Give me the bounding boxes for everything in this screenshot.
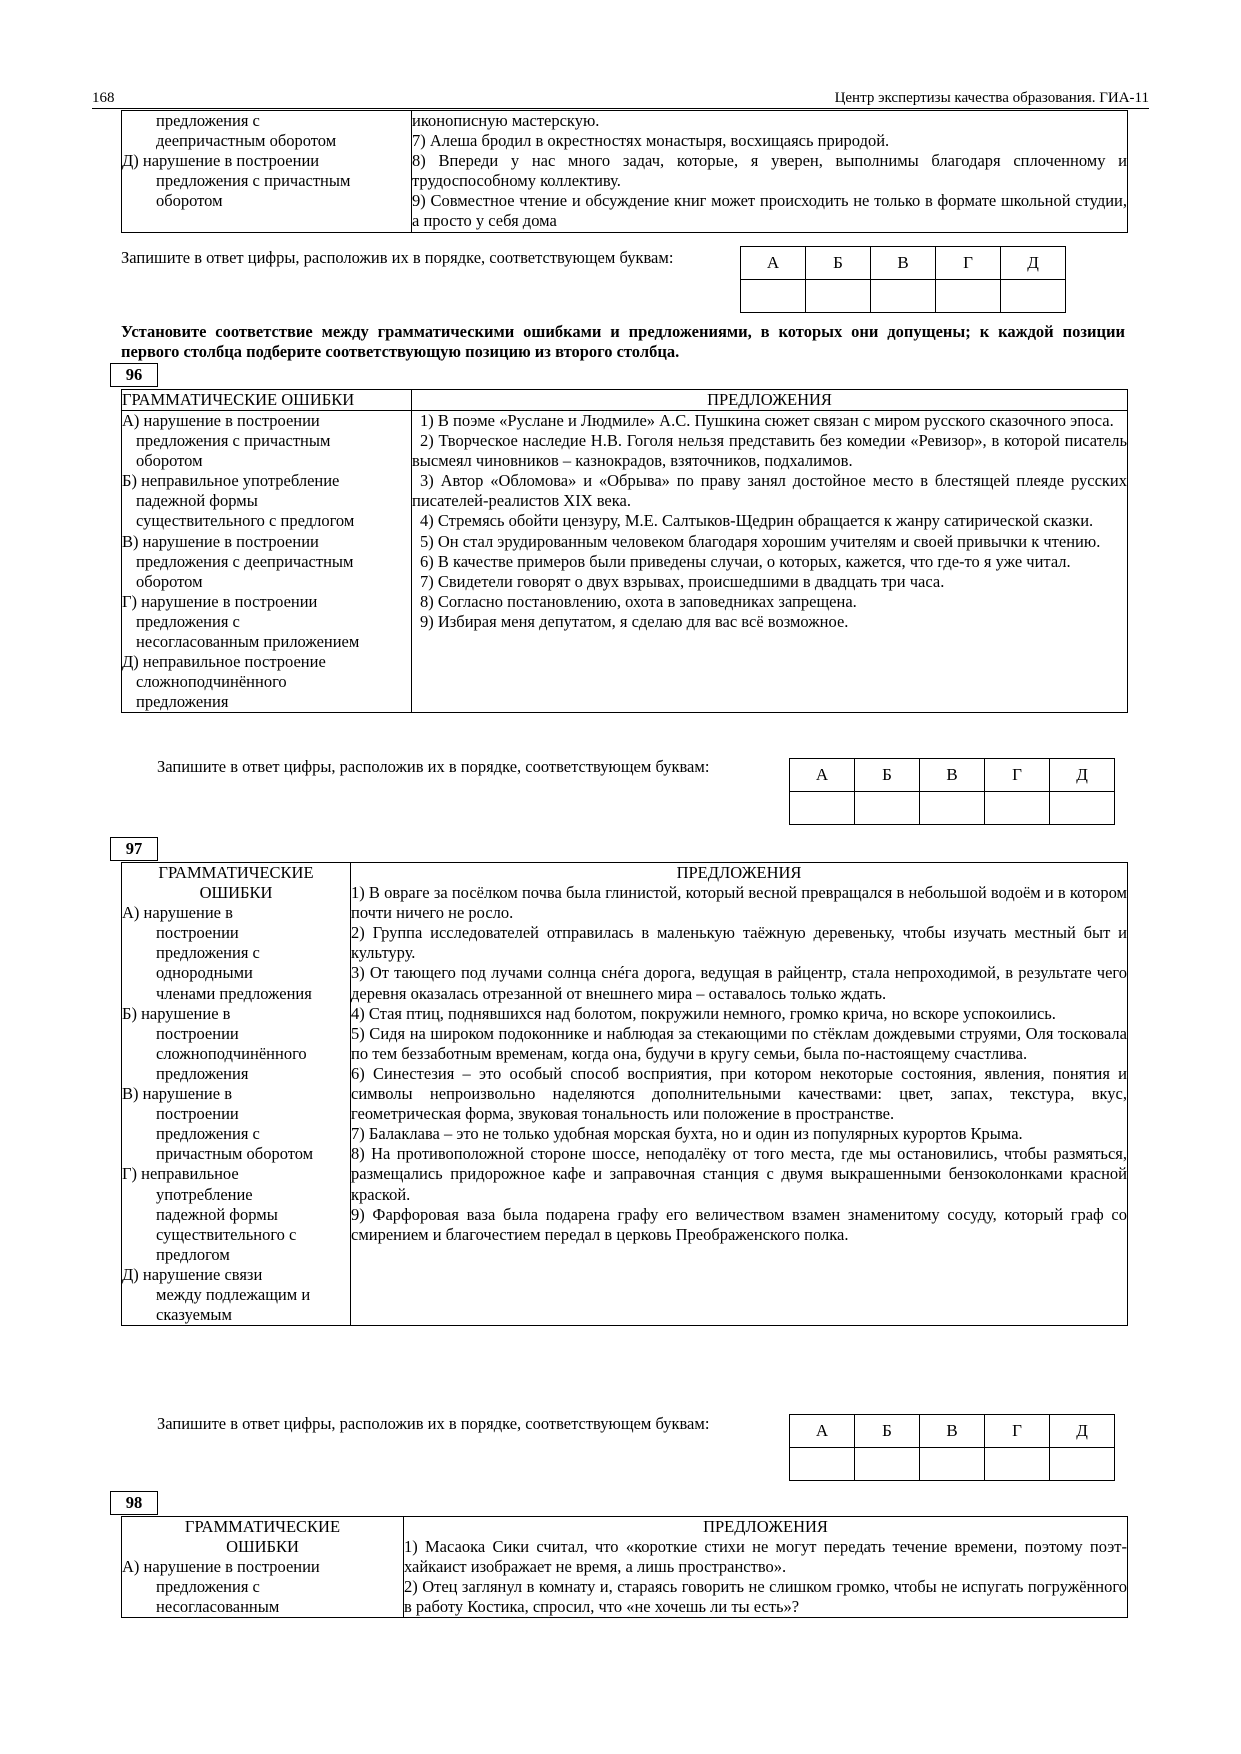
error-line: В) нарушение в построении — [122, 531, 319, 551]
error-line: Б) нарушение в — [122, 1003, 231, 1023]
sentence: 1) Масаока Сики считал, что «короткие стихи не могут передать течение времени, поэтому поэт-хайкаист изображает не время, а лишь пространство». — [404, 1537, 1127, 1577]
answer-cell[interactable] — [855, 1448, 920, 1481]
error-line: несогласованным — [156, 1597, 280, 1617]
error-line: падежной формы — [136, 491, 258, 511]
error-line: Д) нарушение связи — [122, 1264, 263, 1284]
task97-sentences-cell — [351, 863, 1128, 1326]
error-line: оборотом — [136, 451, 203, 471]
answer-letter: А — [741, 247, 806, 280]
error-line: предложения с — [156, 111, 260, 130]
task96-col2-header: ПРЕДЛОЖЕНИЯ — [412, 390, 1128, 411]
task96-errors-cell — [122, 411, 412, 713]
page-number: 168 — [92, 90, 115, 106]
answer-cell[interactable] — [855, 792, 920, 825]
answer-cell[interactable] — [936, 280, 1001, 313]
task97-errors-cell — [122, 863, 351, 1326]
sentence: иконописную мастерскую. — [412, 111, 600, 130]
task98-number: 98 — [110, 1491, 158, 1515]
sentence: 2) Творческое наследие Н.В. Гоголя нельзя представить без комедии «Ревизор», в которой писатель высмеял чиновников – казнокрадов, взяточников, подхалимов. — [412, 431, 1127, 471]
answer-letter: Б — [855, 759, 920, 792]
error-line: падежной формы — [156, 1204, 278, 1224]
task98-col1-header-line2: ОШИБКИ — [226, 1537, 299, 1557]
task98-sentences-cell — [404, 1517, 1128, 1618]
error-line: В) нарушение в — [122, 1084, 232, 1104]
sentence: 7) Балаклава – это не только удобная морская бухта, но и один из популярных курортов Крыма. — [351, 1124, 1023, 1144]
error-line: употребление — [156, 1184, 253, 1204]
answer-letter: А — [790, 759, 855, 792]
error-line: сказуемым — [156, 1305, 232, 1325]
error-line: несогласованным приложением — [136, 632, 360, 652]
task97-answer-prompt: Запишите в ответ цифры, расположив их в порядке, соответствующем буквам: — [157, 1414, 710, 1433]
instruction-text: Установите соответствие между грамматическими ошибками и предложениями, в которых они допущены; к каждой позиции первого столбца подберите соответствующую позицию из второго столбца. — [121, 322, 1125, 361]
page-header-title: Центр экспертизы качества образования. ГИА-11 — [834, 90, 1149, 106]
error-line: построении — [156, 923, 239, 943]
answer-cell[interactable] — [790, 792, 855, 825]
task98-table — [121, 1516, 1128, 1618]
error-line: сложноподчинённого — [156, 1043, 307, 1063]
task95-answer-prompt: Запишите в ответ цифры, расположив их в порядке, соответствующем буквам: — [121, 248, 674, 267]
task95-table — [121, 110, 1128, 233]
task97-col2-header: ПРЕДЛОЖЕНИЯ — [676, 863, 802, 882]
error-line: Д) неправильное построение — [122, 652, 326, 672]
error-line: предложения — [136, 692, 229, 712]
error-line: А) нарушение в — [122, 903, 233, 923]
sentence: 8) Впереди у нас много задач, которые, я уверен, выполнимы благодаря сплоченному и трудоспособному коллективу. — [412, 151, 1127, 191]
error-line: однородными — [156, 963, 253, 983]
sentence: 3) Автор «Обломова» и «Обрыва» по праву занял достойное место в блестящей плеяде русских писателей-реалистов XIX века. — [412, 471, 1127, 511]
header-rule — [92, 108, 1149, 109]
task97-answer-grid[interactable] — [789, 1414, 1115, 1481]
error-line: Г) неправильное — [122, 1164, 239, 1184]
error-line: предложения с — [136, 611, 240, 631]
sentence: 9) Совместное чтение и обсуждение книг может происходить не только в формате школьной студии, а просто у себя дома — [412, 191, 1127, 231]
answer-letter: Д — [1001, 247, 1066, 280]
error-line: построении — [156, 1023, 239, 1043]
answer-cell[interactable] — [985, 792, 1050, 825]
sentence: 1) В овраге за посёлком почва была глинистой, который весной превращался в небольшой водоём и в котором почти ничего не росло. — [351, 883, 1127, 923]
error-line: существительного с — [156, 1224, 297, 1244]
answer-cell[interactable] — [1050, 1448, 1115, 1481]
error-line: предложения с причастным — [156, 171, 351, 191]
answer-letter: В — [920, 1415, 985, 1448]
sentence: 4) Стая птиц, поднявшихся над болотом, покружили немного, громко крича, но вскоре успокоились. — [351, 1003, 1056, 1023]
sentence: 4) Стремясь обойти цензуру, М.Е. Салтыков-Щедрин обращается к жанру сатирической сказки. — [420, 511, 1094, 531]
error-line: Г) нарушение в построении — [122, 591, 318, 611]
error-line: Д) нарушение в построении — [122, 151, 320, 171]
sentence: 3) От тающего под лучами солнца снéга дорога, ведущая в райцентр, стала непроходимой, в результате чего деревня оказалась отрезанной от внешнего мира – оставалось только ждать. — [351, 963, 1127, 1003]
error-line: предложения с — [156, 943, 260, 963]
error-line: предлогом — [156, 1244, 230, 1264]
error-line: оборотом — [156, 191, 223, 211]
answer-cell[interactable] — [1050, 792, 1115, 825]
sentence: 2) Отец заглянул в комнату и, стараясь говорить не слишком громко, чтобы не испугать погружённого в работу Костика, спросил, что «не хочешь ли ты есть»? — [404, 1577, 1127, 1617]
answer-letter: Б — [806, 247, 871, 280]
answer-letter: В — [871, 247, 936, 280]
error-line: между подлежащим и — [156, 1284, 311, 1304]
answer-letter: Г — [985, 759, 1050, 792]
sentence: 6) В качестве примеров были приведены случаи, о которых, кажется, что где-то я уже читал. — [420, 551, 1071, 571]
sentence: 8) Согласно постановлению, охота в заповедниках запрещена. — [420, 591, 857, 611]
answer-letter: Д — [1050, 1415, 1115, 1448]
sentence: 7) Алеша бродил в окрестностях монастыря, восхищаясь природой. — [412, 131, 890, 151]
error-line: сложноподчинённого — [136, 672, 287, 692]
error-line: оборотом — [136, 571, 203, 591]
answer-cell[interactable] — [985, 1448, 1050, 1481]
task96-answer-prompt: Запишите в ответ цифры, расположив их в порядке, соответствующем буквам: — [157, 757, 710, 776]
error-line: предложения с — [156, 1124, 260, 1144]
answer-letter: Г — [936, 247, 1001, 280]
error-line: А) нарушение в построении — [122, 411, 320, 430]
answer-cell[interactable] — [741, 280, 806, 313]
error-line: А) нарушение в построении — [122, 1557, 320, 1577]
sentence: 9) Избирая меня депутатом, я сделаю для вас всё возможное. — [420, 611, 849, 631]
task95-sentences-cell — [412, 111, 1128, 233]
error-line: предложения с — [156, 1577, 260, 1597]
answer-cell[interactable] — [1001, 280, 1066, 313]
sentence: 2) Группа исследователей отправилась в маленькую таёжную деревеньку, чтобы изучать местный быт и культуру. — [351, 923, 1127, 963]
task98-col1-header: ГРАММАТИЧЕСКИЕ — [184, 1517, 341, 1536]
answer-cell[interactable] — [790, 1448, 855, 1481]
error-line: предложения с причастным — [136, 431, 331, 451]
task96-number: 96 — [110, 363, 158, 387]
error-line: деепричастным оборотом — [156, 131, 337, 151]
answer-letter: В — [920, 759, 985, 792]
sentence: 5) Сидя на широком подоконнике и наблюдая за стекающими по стёклам дождевыми струями, Оля тосковала по тем беззаботным временам, когда она, будучи в кругу семьи, была по-настоящему счастлива. — [351, 1023, 1127, 1063]
answer-cell[interactable] — [871, 280, 936, 313]
answer-cell[interactable] — [920, 792, 985, 825]
task98-col2-header: ПРЕДЛОЖЕНИЯ — [703, 1517, 828, 1536]
answer-letter: А — [790, 1415, 855, 1448]
answer-letter: Г — [985, 1415, 1050, 1448]
task95-errors-cell — [122, 111, 412, 233]
error-line: предложения — [156, 1063, 249, 1083]
task96-col1-header: ГРАММАТИЧЕСКИЕ ОШИБКИ — [122, 390, 412, 411]
task97-col1-header-line2: ОШИБКИ — [199, 883, 273, 903]
task97-table — [121, 862, 1128, 1326]
sentence: 8) На противоположной стороне шоссе, неподалёку от того места, где мы остановились, чтобы размяться, размещались придорожное кафе и заправочная станция с двумя выкрашенными бензоколонками красной краской. — [351, 1144, 1127, 1204]
error-line: построении — [156, 1104, 239, 1124]
sentence: 5) Он стал эрудированным человеком благодаря хорошим учителям и своей привычки к чтению. — [420, 531, 1101, 551]
task96-table — [121, 389, 1128, 713]
sentence: 6) Синестезия – это особый способ восприятия, при котором некоторые состояния, явления, понятия и символы непроизвольно наделяются дополнительными качествами: цвет, запах, текстура, вкус, геометрическая форма, звуковая тональность или положение в пространстве. — [351, 1063, 1127, 1124]
answer-letter: Б — [855, 1415, 920, 1448]
answer-cell[interactable] — [920, 1448, 985, 1481]
error-line: членами предложения — [156, 983, 312, 1003]
sentence: 9) Фарфоровая ваза была подарена графу его величеством взамен знаменитому сосуду, который граф со смирением и благочестием передал в церковь Преображенского полка. — [351, 1204, 1127, 1244]
task96-sentences-cell — [412, 411, 1128, 713]
error-line: существительного с предлогом — [136, 511, 355, 531]
task95-answer-grid[interactable] — [740, 246, 1066, 313]
error-line: причастным оборотом — [156, 1144, 314, 1164]
task98-errors-cell — [122, 1517, 404, 1618]
answer-letter: Д — [1050, 759, 1115, 792]
sentence: 1) В поэме «Руслане и Людмиле» А.С. Пушкина сюжет связан с миром русского сказочного эпоса. — [420, 411, 1114, 430]
task96-answer-grid[interactable] — [789, 758, 1115, 825]
task97-number: 97 — [110, 837, 158, 861]
error-line: Б) неправильное употребление — [122, 471, 340, 491]
task97-col1-header: ГРАММАТИЧЕСКИЕ — [158, 863, 314, 882]
error-line: предложения с деепричастным — [136, 551, 354, 571]
sentence: 7) Свидетели говорят о двух взрывах, происшедшими в двадцать три часа. — [420, 571, 945, 591]
answer-cell[interactable] — [806, 280, 871, 313]
